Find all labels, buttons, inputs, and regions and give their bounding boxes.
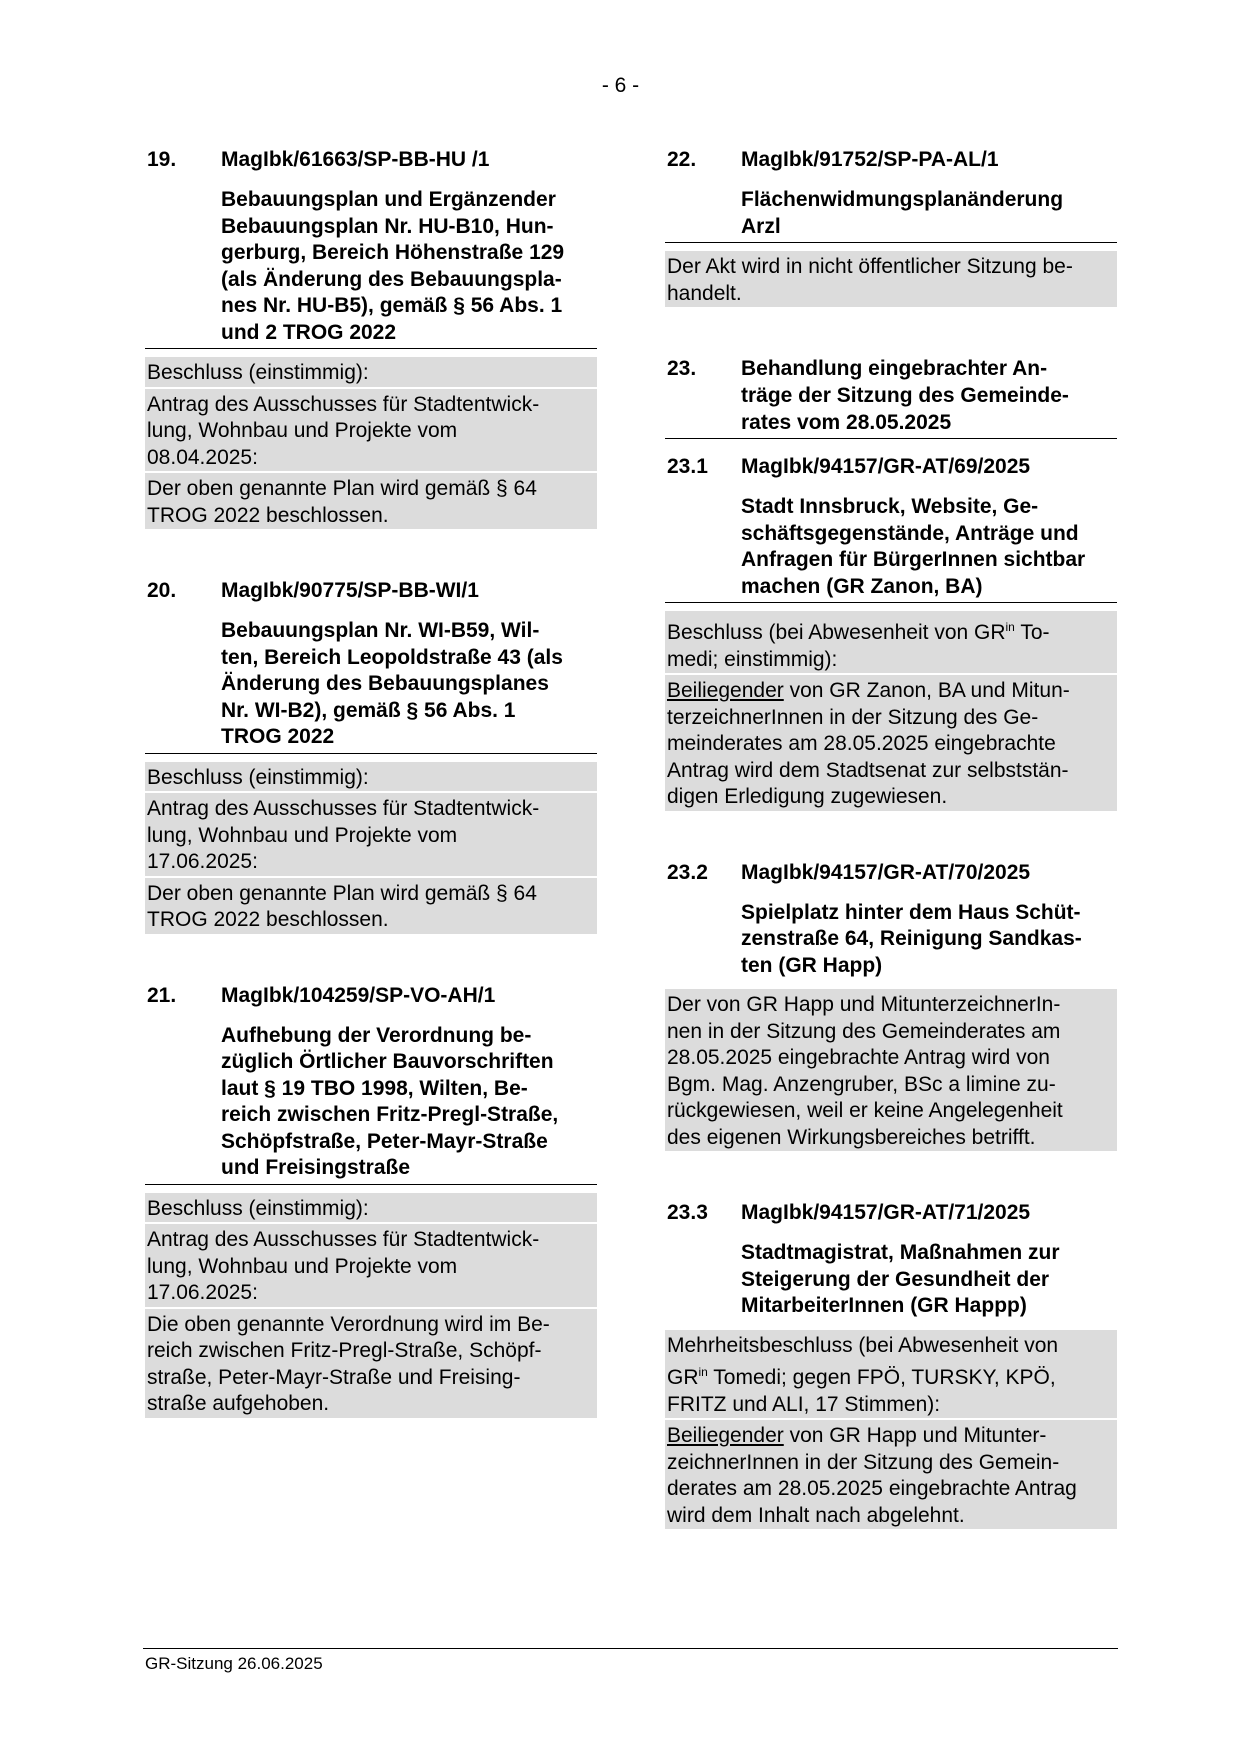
file-reference: MagIbk/90775/SP-BB-WI/1: [221, 579, 479, 602]
item-heading: [665, 859, 1117, 886]
agenda-item-20: [145, 577, 597, 934]
footer: GR-Sitzung 26.06.2025: [145, 1654, 323, 1673]
item-title: Stadtmagistrat, Maßnahmen zur Steigerung der Gesundheit der MitarbeiterInnen (GR Happp): [741, 1241, 1060, 1317]
note-box: Der Akt wird in nicht öffentlicher Sitzung be- handelt.: [665, 251, 1117, 307]
agenda-item-23: [665, 355, 1117, 439]
agenda-item-23-1: [665, 453, 1117, 811]
item-title: Behandlung eingebrachter An- träge der Sitzung des Gemeinde- rates vom 28.05.2025: [741, 357, 1069, 434]
footer-divider: [143, 1648, 1118, 1649]
file-reference: MagIbk/61663/SP-BB-HU /1: [221, 148, 490, 171]
agenda-item-23-2: [665, 859, 1117, 1152]
right-column: [665, 146, 1117, 1529]
agenda-item-19: [145, 146, 597, 529]
decision-box: Mehrheitsbeschluss (bei Abwesenheit von $GR^{in}$ Tomedi; gegen FPÖ, TURSKY, KPÖ, FRITZ und ALI, 17 Stimmen):: [665, 1330, 1117, 1419]
item-number: 21.: [147, 983, 177, 1007]
motion-box: Antrag des Ausschusses für Stadtentwick- lung, Wohnbau und Projekte vom 17.06.2025:: [145, 1224, 597, 1307]
item-heading: [145, 982, 597, 1009]
resolution-box: Der oben genannte Plan wird gemäß § 64 TROG 2022 beschlossen.: [145, 473, 597, 529]
agenda-item-21: [145, 982, 597, 1418]
item-heading: [665, 146, 1117, 173]
decision-box: Beschluss (einstimmig):: [145, 357, 597, 387]
decision-box: Beschluss (einstimmig):: [145, 762, 597, 792]
file-reference: MagIbk/94157/GR-AT/71/2025: [741, 1201, 1031, 1224]
file-reference: MagIbk/91752/SP-PA-AL/1: [741, 148, 999, 171]
agenda-item-22: [665, 146, 1117, 307]
item-heading: [665, 355, 1117, 436]
item-title: Stadt Innsbruck, Website, Ge- schäftsgegenstände, Anträge und Anfragen für BürgerInnen sichtbar machen (GR Zanon, BA): [665, 480, 1117, 603]
item-title: Flächenwidmungsplanänderung Arzl: [665, 173, 1117, 243]
left-column: [145, 146, 597, 1418]
item-number: 20.: [147, 579, 177, 602]
underlined-term: Beiliegender: [667, 679, 784, 702]
resolution-box: Beiliegender von GR Zanon, BA und Mitun- terzeichnerInnen in der Sitzung des Ge- meinderates am 28.05.2025 eingebrachte Antrag wird dem Stadtsenat zur selbststän- digen Erledigung zugewiesen.: [665, 675, 1117, 811]
item-number: 23.3: [667, 1201, 708, 1224]
item-heading: [145, 146, 597, 173]
page-number: - 6 -: [601, 74, 640, 97]
motion-box: Antrag des Ausschusses für Stadtentwick- lung, Wohnbau und Projekte vom 08.04.2025:: [145, 389, 597, 472]
item-number: 23.2: [667, 860, 708, 884]
resolution-box: Beiliegender von GR Happ und Mitunter- zeichnerInnen in der Sitzung des Gemein- derates am 28.05.2025 eingebrachte Antrag wird dem Inhalt nach abgelehnt.: [665, 1420, 1117, 1529]
resolution-box: Der oben genannte Plan wird gemäß § 64 TROG 2022 beschlossen.: [145, 878, 597, 934]
item-title: Spielplatz hinter dem Haus Schüt- zenstraße 64, Reinigung Sandkas- ten (GR Happ): [741, 900, 1082, 977]
file-reference: MagIbk/104259/SP-VO-AH/1: [221, 983, 496, 1007]
item-number: 23.1: [667, 455, 708, 478]
resolution-box: Der von GR Happ und MitunterzeichnerIn- nen in der Sitzung des Gemeinderates am 28.05.2025 eingebrachte Antrag wird von Bgm. Mag. Anzengruber, BSc a limine zu- rückgewiesen, weil er keine Angelegenheit des eigenen Wirkungsbereiches betrifft.: [665, 989, 1117, 1151]
item-number: 19.: [147, 148, 177, 171]
item-title: Bebauungsplan und Ergänzender Bebauungsplan Nr. HU-B10, Hun- gerburg, Bereich Höhenstraße 129 (als Änderung des Bebauungspla- nes Nr. HU-B5), gemäß § 56 Abs. 1 und 2 TROG 2022: [145, 173, 597, 349]
decision-box: Beschluss (einstimmig):: [145, 1193, 597, 1223]
item-heading: [145, 577, 597, 604]
file-reference: MagIbk/94157/GR-AT/69/2025: [741, 455, 1031, 478]
decision-box: Beschluss (bei Abwesenheit von $GR^{in}$ To- medi; einstimmig):: [665, 611, 1117, 673]
divider: [665, 438, 1117, 439]
resolution-box: Die oben genannte Verordnung wird im Be- reich zwischen Fritz-Pregl-Straße, Schöpf- straße, Peter-Mayr-Straße und Freising- straße aufgehoben.: [145, 1309, 597, 1418]
item-heading: [665, 453, 1117, 480]
item-title: Aufhebung der Verordnung be- züglich Örtlicher Bauvorschriften laut § 19 TBO 1998, Wilten, Be- reich zwischen Fritz-Pregl-Straße, Schöpfstraße, Peter-Mayr-Straße und Freisingstraße: [145, 1009, 597, 1185]
item-number: 23.: [667, 357, 697, 380]
underlined-term: Beiliegender: [667, 1424, 784, 1447]
motion-box: Antrag des Ausschusses für Stadtentwick- lung, Wohnbau und Projekte vom 17.06.2025:: [145, 793, 597, 876]
item-number: 22.: [667, 148, 697, 171]
item-title: Bebauungsplan Nr. WI-B59, Wil- ten, Bereich Leopoldstraße 43 (als Änderung des Bebauungsplanes Nr. WI-B2), gemäß § 56 Abs. 1 TROG 2022: [145, 604, 597, 754]
item-heading: [665, 1199, 1117, 1226]
agenda-item-23-3: [665, 1199, 1117, 1529]
file-reference: MagIbk/94157/GR-AT/70/2025: [741, 860, 1031, 884]
